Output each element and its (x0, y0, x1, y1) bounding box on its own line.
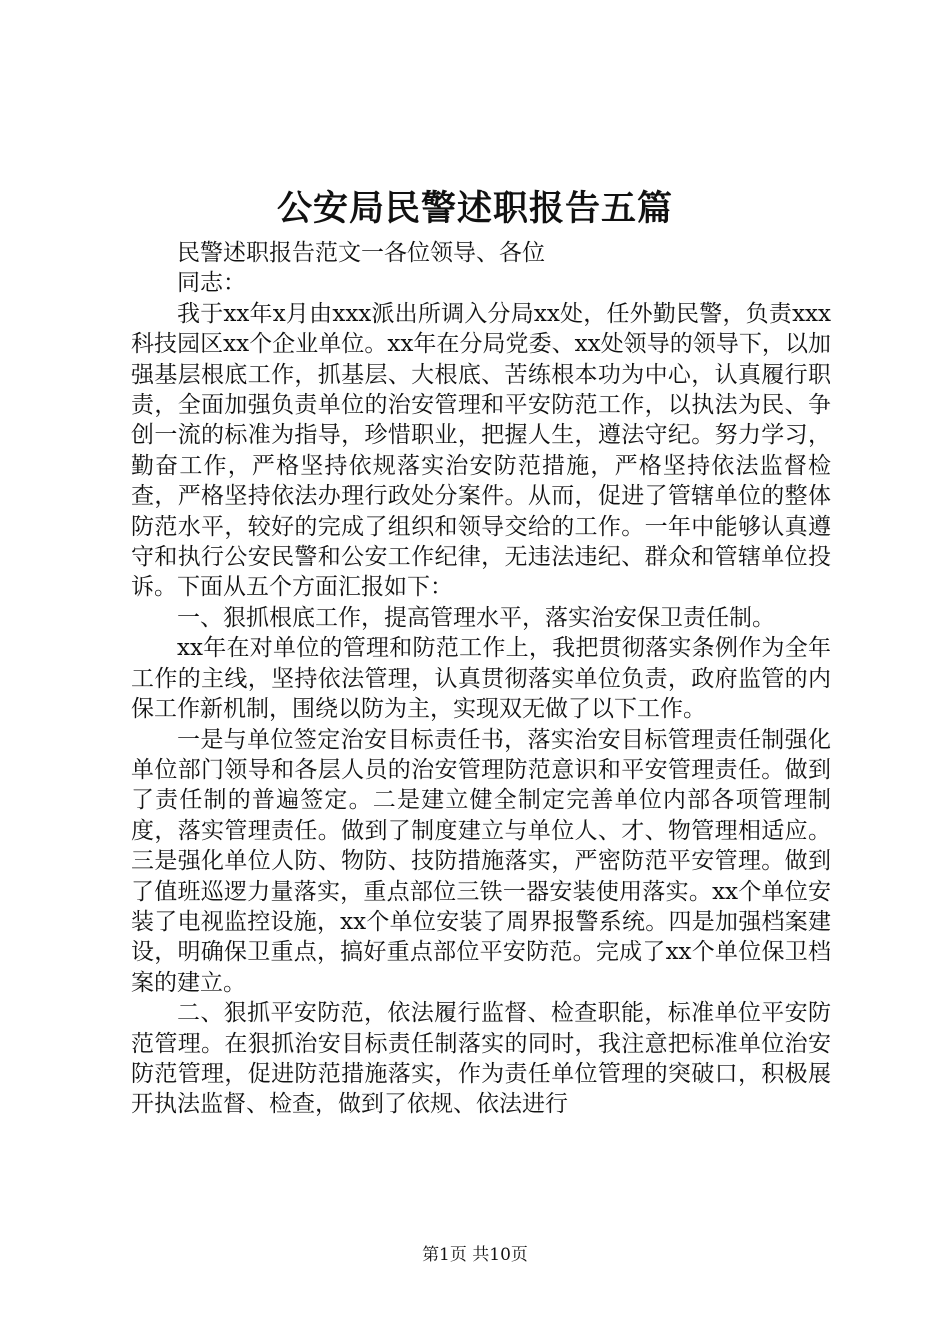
body-paragraph: 一、狠抓根底工作，提高管理水平，落实治安保卫责任制。 (177, 604, 775, 631)
document-body (131, 238, 831, 1120)
page-footer: 第1页 共10页 (422, 1245, 528, 1265)
body-paragraph: 民警述职报告范文一各位领导、各位 (177, 240, 545, 266)
document-title: 公安局民警述职报告五篇 (276, 188, 673, 229)
body-paragraph: 二、狠抓平安防范，依法履行监督、检查职能，标准单位平安防范管理。在狠抓治安目标责任制落实的同时，我注意把标准单位治安防范管理，促进防范措施落实，作为责任单位管理的突破口，积极展开执法监督、检查，做到了依规、依法进行 (131, 1000, 831, 1118)
body-paragraph: 我于xx年x月由xxx派出所调入分局xx处，任外勤民警，负责xxx科技园区xx个企业单位。xx年在分局党委、xx处领导的领导下，以加强基层根底工作，抓基层、大根底、苦练根本功为中心，认真履行职责，全面加强负责单位的治安管理和平安防范工作，以执法为民、争创一流的标准为指导，珍惜职业，把握人生，遵法守纪。努力学习，勤奋工作，严格坚持依规落实治安防范措施，严格坚持依法监督检查，严格坚持依法办理行政处分案件。从而，促进了管辖单位的整体防范水平，较好的完成了组织和领导交给的工作。一年中能够认真遵守和执行公安民警和公安工作纪律，无违法违纪、群众和管辖单位投诉。下面从五个方面汇报如下： (131, 300, 831, 601)
body-paragraph: 一是与单位签定治安目标责任书，落实治安目标管理责任制强化单位部门领导和各层人员的治安管理防范意识和平安管理责任。做到了责任制的普遍签定。二是建立健全制定完善单位内部各项管理制度，落实管理责任。做到了制度建立与单位人、才、物管理相适应。三是强化单位人防、物防、技防措施落实，严密防范平安管理。做到了值班巡逻力量落实，重点部位三铁一器安装使用落实。xx个单位安装了电视监控设施，xx个单位安装了周界报警系统。四是加强档案建设，明确保卫重点，搞好重点部位平安防范。完成了xx个单位保卫档案的建立。 (131, 726, 831, 996)
body-paragraph: 同志： (177, 270, 246, 297)
body-paragraph: xx年在对单位的管理和防范工作上，我把贯彻落实条例作为全年工作的主线，坚持依法管理，认真贯彻落实单位负责，政府监管的内保工作新机制，围绕以防为主，实现双无做了以下工作。 (131, 635, 831, 723)
